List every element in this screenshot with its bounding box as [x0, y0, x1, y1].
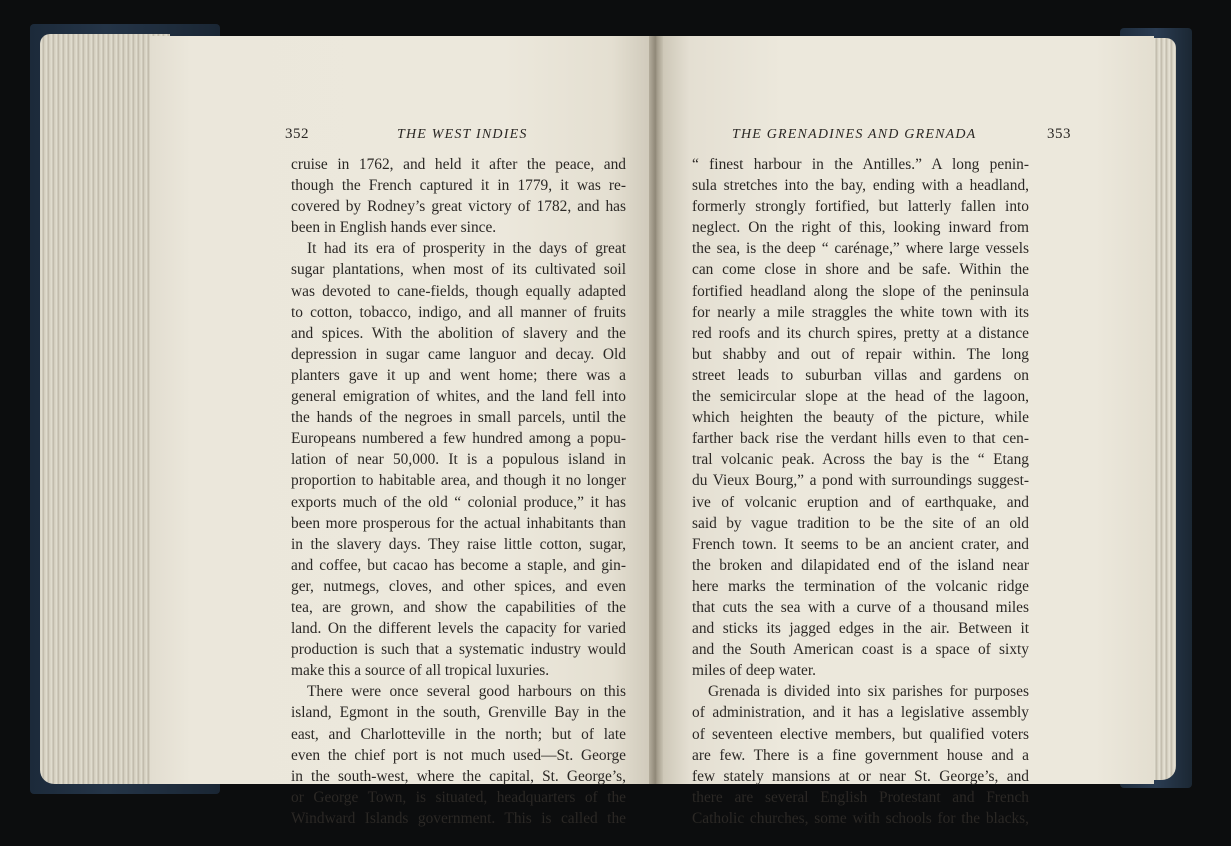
text-line: east, and Charlotteville in the north; but of late — [291, 725, 626, 743]
text-line: but shabby and out of repair within. The long — [692, 345, 1029, 363]
text-line: French town. It seems to be an ancient crater, and — [692, 535, 1029, 553]
text-line: been in English hands ever since. — [291, 219, 497, 237]
text-line: for nearly a mile straggles the white town with its — [692, 303, 1029, 321]
book-gutter — [649, 36, 663, 784]
text-line: fortified headland along the slope of the peninsula — [692, 282, 1029, 300]
text-line: covered by Rodney’s great victory of 1782, and has — [291, 198, 626, 216]
text-line: ger, nutmegs, cloves, and other spices, and even — [291, 577, 626, 595]
text-line: in the south-west, where the capital, St. George’s, — [291, 767, 626, 785]
text-line: was devoted to cane-fields, though equally adapted — [291, 282, 626, 300]
text-line: tral volcanic peak. Across the bay is the “ Etang — [692, 451, 1029, 469]
right-running-head — [732, 127, 1082, 147]
text-line: even the chief port is not much used—St. George — [291, 746, 626, 764]
text-line: exports much of the old “ colonial produce,” it has — [291, 493, 626, 511]
text-line: production is such that a systematic industry would — [291, 641, 626, 659]
text-line: can come close in shore and be safe. Within the — [692, 261, 1029, 279]
text-line: Windward Islands government. This is called the — [291, 809, 626, 827]
text-line: the hands of the negroes in small parcels, until the — [291, 409, 626, 427]
text-line: Catholic churches, some with schools for the blacks, — [692, 809, 1029, 827]
text-line: the semicircular slope at the head of the lagoon, — [692, 388, 1029, 406]
text-line: there are several English Protestant and French — [692, 788, 1029, 806]
left-text-block — [291, 154, 626, 829]
left-running-title: THE WEST INDIES — [397, 127, 528, 142]
text-line: It had its era of prosperity in the days of great — [307, 240, 626, 258]
text-line: that cuts the sea with a curve of a thousand miles — [692, 598, 1029, 616]
text-line: proportion to habitable area, and though it no longer — [291, 472, 626, 490]
text-line: of seventeen elective members, but qualified voters — [692, 725, 1029, 743]
text-line: and spices. With the abolition of slavery and the — [291, 324, 626, 342]
text-line: “ finest harbour in the Antilles.” A long penin- — [692, 156, 1029, 173]
text-line: the broken and dilapidated end of the island near — [692, 556, 1029, 574]
left-page-number: 352 — [285, 126, 309, 142]
text-line: Grenada is divided into six parishes for purposes — [708, 683, 1029, 701]
text-line: to cotton, tobacco, indigo, and all manner of fruits — [291, 303, 626, 321]
text-line: here marks the termination of the volcanic ridge — [692, 577, 1029, 595]
text-line: ive of volcanic eruption and of earthquake, and — [692, 493, 1029, 511]
text-line: make this a source of all tropical luxuries. — [291, 662, 550, 680]
text-line: said by vague tradition to be the site of an old — [692, 514, 1029, 532]
text-line: miles of deep water. — [692, 662, 816, 680]
text-line: though the French captured it in 1779, it was re- — [291, 177, 626, 195]
text-line: been more prosperous for the actual inhabitants than — [291, 514, 626, 532]
text-line: and the South American coast is a space of sixty — [692, 641, 1029, 659]
text-line: planters gave it up and went home; there was a — [291, 366, 626, 384]
text-line: and sticks its jagged edges in the air. Between it — [692, 620, 1029, 638]
text-line: cruise in 1762, and held it after the peace, and — [291, 156, 626, 173]
text-line: few stately mansions at or near St. George’s, and — [692, 767, 1029, 785]
text-line: formerly strongly fortified, but latterly fallen into — [692, 198, 1029, 216]
left-running-head — [285, 127, 635, 147]
text-line: Europeans numbered a few hundred among a popu- — [291, 430, 626, 448]
text-line: general emigration of whites, and the land fell into — [291, 388, 626, 406]
text-line: island, Egmont in the south, Grenville Bay in the — [291, 704, 626, 722]
text-line: which heighten the beauty of the picture, while — [692, 409, 1029, 427]
text-line: and coffee, but cacao has become a staple, and gin- — [291, 556, 626, 574]
text-line: of administration, and it has a legislative assembly — [692, 704, 1029, 722]
text-line: the sea, is the deep “ carénage,” where large vessels — [692, 240, 1029, 258]
text-line: sugar plantations, when most of its cultivated soil — [291, 261, 626, 279]
text-line: or George Town, is situated, headquarters of the — [291, 788, 626, 806]
right-page-number: 353 — [1047, 126, 1071, 142]
text-line: land. On the different levels the capacity for varied — [291, 620, 626, 638]
text-line: tea, are grown, and show the capabilities of the — [291, 598, 626, 616]
right-text-block — [692, 154, 1029, 829]
text-line: neglect. On the right of this, looking inward from — [692, 219, 1029, 237]
text-line: are few. There is a fine government house and a — [692, 746, 1029, 764]
text-line: farther back rise the verdant hills even to that cen- — [692, 430, 1029, 448]
text-line: depression in sugar came languor and decay. Old — [291, 345, 626, 363]
text-line: There were once several good harbours on this — [307, 683, 626, 701]
text-line: street leads to suburban villas and gardens on — [692, 366, 1029, 384]
text-line: lation of near 50,000. It is a populous island in — [291, 451, 626, 469]
right-running-title: THE GRENADINES AND GRENADA — [732, 127, 977, 142]
text-line: red roofs and its church spires, pretty at a distance — [692, 324, 1029, 342]
text-line: sula stretches into the bay, ending with a headland, — [692, 177, 1029, 195]
text-line: in the slavery days. They raise little cotton, sugar, — [291, 535, 626, 553]
text-line: du Vieux Bourg,” a pond with surroundings suggest- — [692, 472, 1029, 490]
